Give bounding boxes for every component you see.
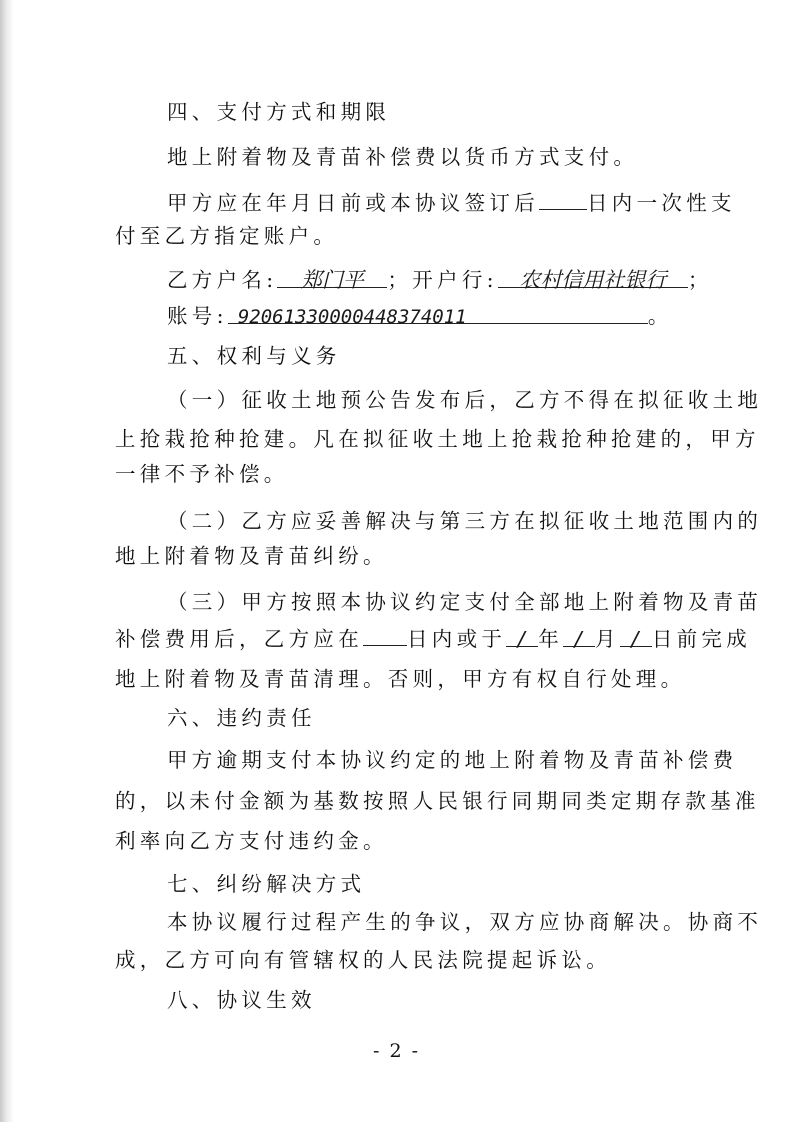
account-number-handwritten: 92061330000448374011: [228, 302, 648, 324]
account-number-label: 账号:: [167, 304, 228, 328]
clause-5-2-line-1: （二）乙方应妥善解决与第三方在拟征收土地范围内的: [167, 509, 763, 533]
year-label: 年: [538, 627, 564, 651]
paragraph-payment-method: 地上附着物及青苗补偿费以货币方式支付。: [167, 145, 639, 169]
account-name-handwritten: 郑门平: [277, 265, 387, 288]
liability-line-1: 甲方逾期支付本协议约定的地上附着物及青苗补偿费: [167, 748, 738, 772]
clearance-day-blank: /: [620, 624, 652, 647]
paragraph-payment-deadline-cont: 付至乙方指定账户。: [115, 224, 339, 248]
payment-deadline-text-b: 日内一次性支: [587, 191, 736, 215]
clause-5-2-line-2: 地上附着物及青苗纠纷。: [115, 544, 388, 568]
clause-5-3-line-3: 地上附着物及青苗清理。否则，甲方有权自行处理。: [115, 667, 686, 691]
payment-days-blank: [539, 187, 587, 210]
liability-line-3: 利率向乙方支付违约金。: [115, 829, 388, 853]
section-heading-payment: 四、支付方式和期限: [167, 100, 391, 124]
clearance-month-blank: /: [563, 624, 595, 647]
account-number-row: [167, 301, 673, 331]
clause-5-3-line-2: [115, 623, 751, 654]
clause-5-3-text-b: 日内或于: [407, 627, 507, 651]
clause-5-1-line-3: 一律不予补偿。: [115, 462, 289, 486]
account-number-end-mark: 。: [647, 304, 673, 328]
payment-deadline-text-a: 甲方应在年月日前或本协议签订后: [167, 191, 539, 215]
day-label: 日前完成: [651, 627, 752, 651]
section-heading-dispute: 七、纠纷解决方式: [167, 872, 366, 896]
page-number: - 2 -: [372, 1040, 420, 1062]
account-name-row: [167, 265, 713, 295]
section-heading-effect: 八、协议生效: [167, 988, 316, 1012]
clearance-days-blank: [363, 623, 407, 646]
bank-name-handwritten: 农村信用社银行: [498, 265, 688, 288]
month-label: 月: [595, 627, 620, 651]
bank-label: ；开户行:: [387, 268, 498, 292]
clearance-year-blank: /: [506, 624, 538, 647]
dispute-line-1: 本协议履行过程产生的争议，双方应协商解决。协商不: [167, 910, 763, 934]
scan-edge-shadow: [0, 0, 14, 1122]
clause-5-1-line-1: （一）征收土地预公告发布后，乙方不得在拟征收土地: [167, 388, 763, 412]
clause-5-3-line-1: （三）甲方按照本协议约定支付全部地上附着物及青苗: [167, 590, 763, 614]
dispute-line-2: 成，乙方可向有管辖权的人民法院提起诉讼。: [115, 948, 611, 972]
paragraph-payment-deadline: [167, 187, 736, 218]
bank-end-mark: ；: [687, 268, 713, 292]
liability-line-2: 的，以未付金额为基数按照人民银行同期同类定期存款基准: [115, 789, 760, 813]
clause-5-1-line-2: 上抢栽抢种抢建。凡在拟征收土地上抢栽抢种抢建的，甲方: [115, 427, 760, 451]
account-name-label: 乙方户名:: [167, 268, 278, 292]
section-heading-liability: 六、违约责任: [167, 706, 316, 730]
clause-5-3-text-a: 补偿费用后，乙方应在: [115, 627, 363, 651]
section-heading-rights: 五、权利与义务: [167, 344, 341, 368]
